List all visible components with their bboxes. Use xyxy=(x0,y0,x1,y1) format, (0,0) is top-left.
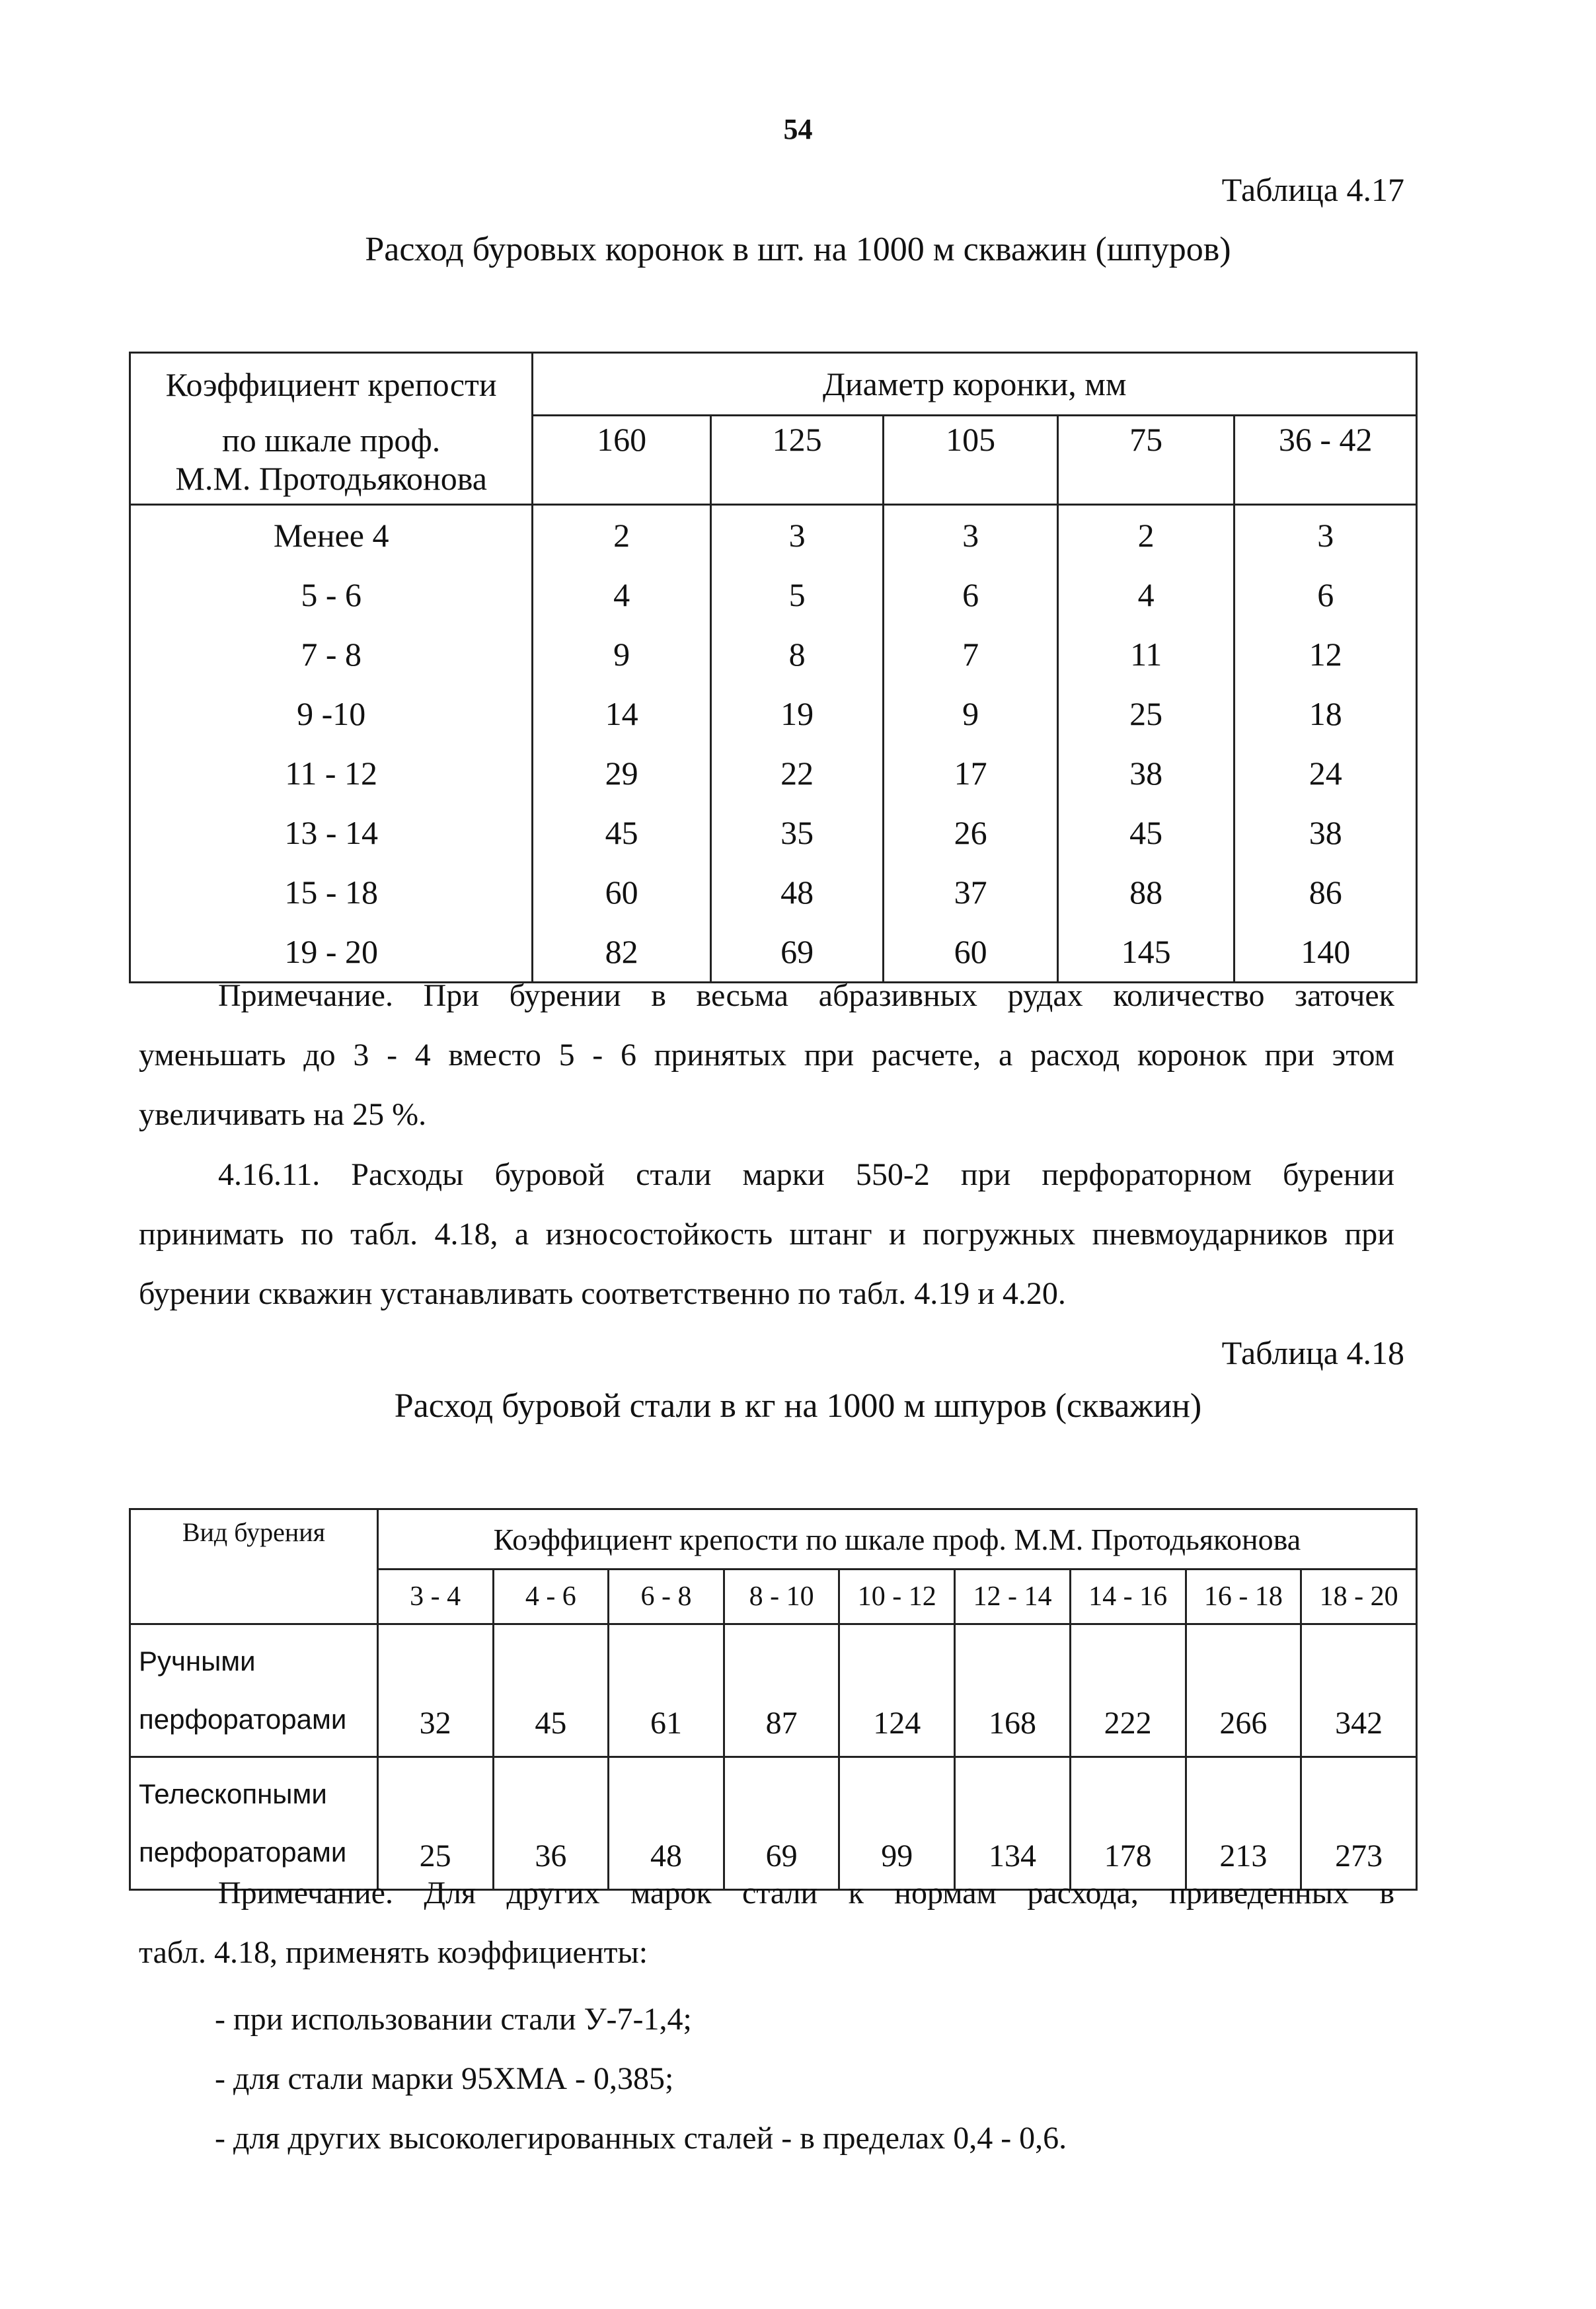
table-cell: 45 xyxy=(1057,803,1235,862)
table-cell: 4 xyxy=(1057,565,1235,625)
column-header: 18 - 20 xyxy=(1301,1570,1417,1624)
table-cell: 168 xyxy=(955,1624,1071,1757)
column-header: 14 - 16 xyxy=(1070,1570,1186,1624)
table-cell: 48 xyxy=(609,1757,724,1890)
table-row xyxy=(130,862,1417,922)
table-cell: 3 xyxy=(1235,505,1417,566)
table-cell: 3 xyxy=(710,505,884,566)
table-cell: 24 xyxy=(1235,743,1417,803)
row-label: 5 - 6 xyxy=(130,565,533,625)
table-cell: 11 xyxy=(1057,625,1235,684)
table-cell: 99 xyxy=(839,1757,955,1890)
table-cell: 48 xyxy=(710,862,884,922)
table-cell: 213 xyxy=(1186,1757,1301,1890)
column-header: 6 - 8 xyxy=(609,1570,724,1624)
column-header: 75 xyxy=(1057,416,1235,505)
table-cell: 18 xyxy=(1235,684,1417,743)
table-cell: 45 xyxy=(493,1624,609,1757)
paragraph-line: бурении скважин устанавливать соответственно по табл. 4.19 и 4.20. xyxy=(139,1276,1066,1311)
row-label: 13 - 14 xyxy=(130,803,533,862)
row-label-text: Ручными xyxy=(139,1646,256,1677)
column-group-header: Коэффициент крепости по шкале проф. М.М. Протодьяконова xyxy=(377,1509,1416,1570)
column-header: 10 - 12 xyxy=(839,1570,955,1624)
note-line: увеличивать на 25 %. xyxy=(139,1097,427,1132)
table-title: Расход буровых коронок в шт. на 1000 м скважин (шпуров) xyxy=(365,231,1231,268)
table-cell: 6 xyxy=(1235,565,1417,625)
list-item: - для других высоколегированных сталей - в пределах 0,4 - 0,6. xyxy=(215,2121,1067,2156)
table-cell: 69 xyxy=(710,922,884,983)
table-cell: 6 xyxy=(884,565,1058,625)
table-cell: 22 xyxy=(710,743,884,803)
row-label: Менее 4 xyxy=(130,505,533,566)
table-cell: 12 xyxy=(1235,625,1417,684)
table-row xyxy=(130,684,1417,743)
table-cell: 17 xyxy=(884,743,1058,803)
table-cell: 266 xyxy=(1186,1624,1301,1757)
row-label xyxy=(130,1624,378,1757)
note-paragraph xyxy=(139,1864,1394,1983)
paragraph-line: принимать по табл. 4.18, а износостойкость штанг и погружных пневмоударников при xyxy=(139,1217,1394,1252)
column-header: 105 xyxy=(884,416,1058,505)
column-group-header: Диаметр коронки, мм xyxy=(533,353,1417,416)
table-cell: 273 xyxy=(1301,1757,1417,1890)
table-row xyxy=(130,565,1417,625)
table-label: Таблица 4.17 xyxy=(1221,171,1404,208)
table-cell: 29 xyxy=(533,743,711,803)
column-header: 16 - 18 xyxy=(1186,1570,1301,1624)
table-cell: 9 xyxy=(533,625,711,684)
column-header: 8 - 10 xyxy=(724,1570,839,1624)
note-line: уменьшать до 3 - 4 вместо 5 - 6 принятых при расчете, а расход коронок при этом xyxy=(139,1038,1394,1073)
table-cell: 45 xyxy=(533,803,711,862)
note-paragraph xyxy=(139,966,1394,1145)
table-cell: 25 xyxy=(1057,684,1235,743)
table-cell: 2 xyxy=(1057,505,1235,566)
row-label-text: перфораторами xyxy=(139,1704,347,1735)
table-cell: 124 xyxy=(839,1624,955,1757)
column-header: 160 xyxy=(533,416,711,505)
row-header-cell xyxy=(130,416,533,505)
table-row xyxy=(130,743,1417,803)
table-cell: 86 xyxy=(1235,862,1417,922)
column-header: 12 - 14 xyxy=(955,1570,1071,1624)
row-header-cell: Вид бурения xyxy=(130,1509,378,1624)
table-cell: 25 xyxy=(377,1757,493,1890)
table-cell: 61 xyxy=(609,1624,724,1757)
row-label-text: Телескопными xyxy=(139,1778,327,1809)
note-line: табл. 4.18, применять коэффициенты: xyxy=(139,1935,648,1970)
table-cell: 37 xyxy=(884,862,1058,922)
body-paragraph xyxy=(139,1145,1394,1324)
column-header: 3 - 4 xyxy=(377,1570,493,1624)
table-cell: 82 xyxy=(533,922,711,983)
row-header-cell: Коэффициент крепости xyxy=(130,353,533,416)
table-cell: 88 xyxy=(1057,862,1235,922)
table-label: Таблица 4.18 xyxy=(1221,1334,1404,1371)
column-header: 4 - 6 xyxy=(493,1570,609,1624)
table-cell: 87 xyxy=(724,1624,839,1757)
table-row xyxy=(130,1624,1417,1757)
page-number: 54 xyxy=(783,113,813,145)
table-title: Расход буровой стали в кг на 1000 м шпуров (скважин) xyxy=(394,1387,1202,1425)
table-row xyxy=(130,803,1417,862)
table-cell: 60 xyxy=(533,862,711,922)
row-label: 9 -10 xyxy=(130,684,533,743)
paragraph-line: 4.16.11. Расходы буровой стали марки 550-2 при перфораторном бурении xyxy=(218,1157,1394,1192)
table-cell: 3 xyxy=(884,505,1058,566)
note-line: Примечание. Для других марок стали к нормам расхода, приведенных в xyxy=(218,1875,1394,1911)
table-cell: 14 xyxy=(533,684,711,743)
table-cell: 178 xyxy=(1070,1757,1186,1890)
table-cell: 342 xyxy=(1301,1624,1417,1757)
row-label: 11 - 12 xyxy=(130,743,533,803)
table-cell: 32 xyxy=(377,1624,493,1757)
table-cell: 4 xyxy=(533,565,711,625)
table-cell: 5 xyxy=(710,565,884,625)
row-label: 19 - 20 xyxy=(130,922,533,983)
table-cell: 7 xyxy=(884,625,1058,684)
row-label: 7 - 8 xyxy=(130,625,533,684)
row-header-text: по шкале проф. xyxy=(222,422,441,459)
table-cell: 140 xyxy=(1235,922,1417,983)
drill-bit-consumption-table xyxy=(129,352,1418,983)
table-cell: 38 xyxy=(1235,803,1417,862)
table-cell: 26 xyxy=(884,803,1058,862)
table-cell: 145 xyxy=(1057,922,1235,983)
table-row xyxy=(130,505,1417,566)
table-cell: 69 xyxy=(724,1757,839,1890)
table-cell: 9 xyxy=(884,684,1058,743)
row-label-text: перфораторами xyxy=(139,1836,347,1868)
column-header: 36 - 42 xyxy=(1235,416,1417,505)
column-header: 125 xyxy=(710,416,884,505)
list-item: - для стали марки 95ХМА - 0,385; xyxy=(215,2061,674,2096)
table-cell: 2 xyxy=(533,505,711,566)
table-cell: 38 xyxy=(1057,743,1235,803)
table-cell: 134 xyxy=(955,1757,1071,1890)
row-label: 15 - 18 xyxy=(130,862,533,922)
table-cell: 36 xyxy=(493,1757,609,1890)
drill-steel-consumption-table xyxy=(129,1508,1418,1891)
row-header-text: М.М. Протодьяконова xyxy=(175,460,487,498)
list-item: - при использовании стали У-7-1,4; xyxy=(215,2002,692,2037)
table-row xyxy=(130,625,1417,684)
table-cell: 35 xyxy=(710,803,884,862)
note-line: Примечание. При бурении в весьма абразивных рудах количество заточек xyxy=(218,978,1394,1013)
table-cell: 8 xyxy=(710,625,884,684)
table-cell: 19 xyxy=(710,684,884,743)
table-cell: 60 xyxy=(884,922,1058,983)
table-cell: 222 xyxy=(1070,1624,1186,1757)
